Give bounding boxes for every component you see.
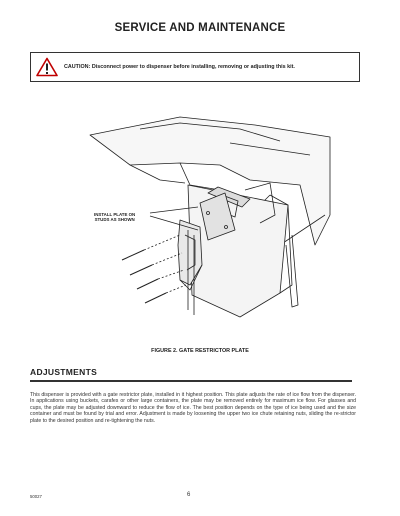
gate-restrictor-plate-figure	[30, 95, 370, 340]
caution-text: CAUTION: Disconnect power to dispenser before installing, removing or adjusting this kit.	[64, 64, 295, 70]
caution-box	[30, 52, 360, 82]
document-code: 50027	[30, 494, 42, 499]
adjustments-body: This dispenser is provided with a gate restrictor plate, installed in it highest position. This plate adjusts the rate of ice flow from the dispenser. In applications using buckets, carafes or other large containers, the plate may be removed entirely for maximum ice flow. For glasses and cups, the plate may be adjusted downward to reduce the flow of ice. The best position depends on the type of ice being used and the size container and must be found by trial and error. Adjustment is made by loosening the upper two ice chute retaining nuts, sliding the re-strictor plate to the desired position and re-tightening the nuts.	[30, 392, 356, 424]
page-title: SERVICE AND MAINTENANCE	[114, 22, 286, 34]
warning-triangle-icon	[36, 57, 58, 77]
section-heading-adjustments: ADJUSTMENTS	[30, 367, 98, 377]
figure-callout: INSTALL PLATE ON STUDS AS SHOWN	[94, 212, 136, 223]
page-number: 6	[187, 492, 191, 498]
figure-caption: FIGURE 2. GATE RESTRICTOR PLATE	[151, 348, 249, 354]
heading-rule	[30, 380, 352, 382]
